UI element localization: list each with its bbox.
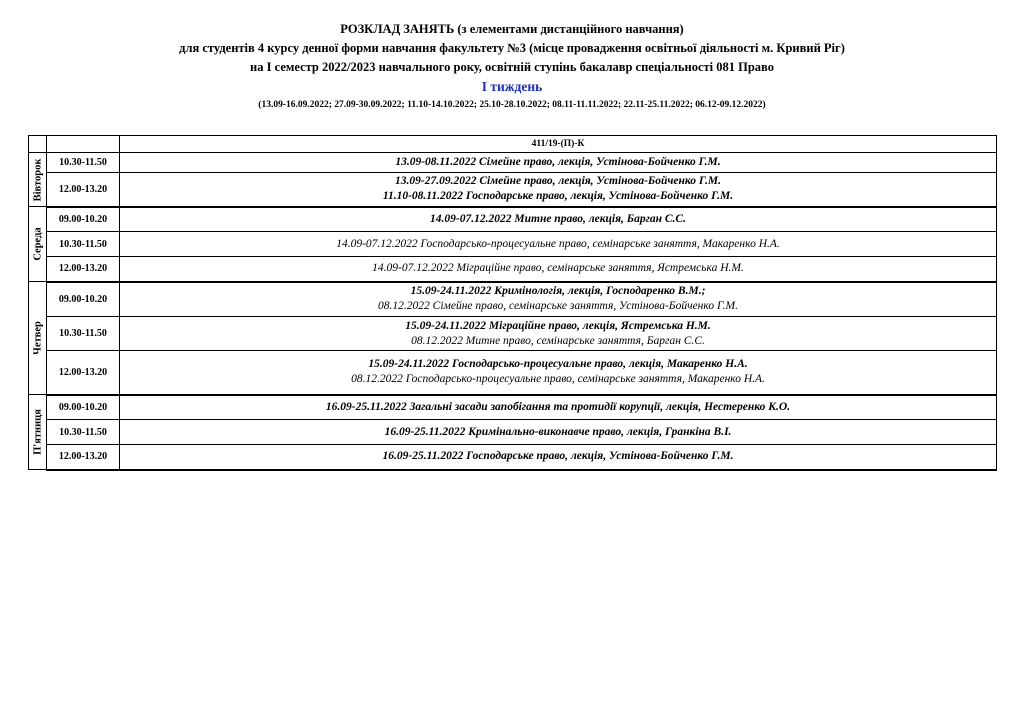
corner-cell-time	[47, 136, 120, 153]
subject-cell	[120, 173, 997, 207]
time-cell: 12.00-13.20	[47, 173, 120, 207]
day-label: Вівторок	[32, 158, 43, 201]
subject-cell	[120, 282, 997, 317]
subject-line: 16.09-25.11.2022 Кримінально-виконавче право, лекція, Гранкіна В.І.	[384, 425, 732, 438]
table-row	[29, 445, 997, 470]
day-label: П'ятниця	[32, 409, 43, 455]
table-row	[29, 173, 997, 207]
day-cell	[29, 207, 47, 282]
subject-cell	[120, 351, 997, 395]
subject-cell	[120, 395, 997, 420]
time-cell: 09.00-10.20	[47, 282, 120, 317]
table-row	[29, 257, 997, 282]
subject-cell	[120, 317, 997, 351]
day-label: Середа	[32, 227, 43, 261]
subject-line: 14.09-07.12.2022 Митне право, лекція, Барган С.С.	[430, 212, 686, 225]
subject-cell	[120, 207, 997, 232]
subject-line: 13.09-27.09.2022 Сімейне право, лекція, Устінова-Бойченко Г.М.	[395, 175, 721, 188]
table-row	[29, 395, 997, 420]
time-cell: 12.00-13.20	[47, 257, 120, 282]
subject-line: 08.12.2022 Господарсько-процесуальне право, семінарське заняття, Макаренко Н.А.	[351, 373, 765, 386]
time-cell: 12.00-13.20	[47, 351, 120, 395]
table-row	[29, 153, 997, 173]
subject-line: 16.09-25.11.2022 Загальні засади запобігання та протидії корупції, лекція, Нестеренко К.О.	[325, 400, 791, 413]
table-row	[29, 317, 997, 351]
day-cell	[29, 282, 47, 395]
subject-cell	[120, 420, 997, 445]
day-cell	[29, 395, 47, 470]
table-row	[29, 232, 997, 257]
subject-line: 11.10-08.11.2022 Господарське право, лекція, Устінова-Бойченко Г.М.	[382, 190, 734, 203]
subject-cell	[120, 232, 997, 257]
week-label: І тиждень	[481, 79, 543, 94]
title-line: РОЗКЛАД ЗАНЯТЬ (з елементами дистанційного навчання)	[340, 22, 684, 36]
table-row	[29, 207, 997, 232]
day-label: Четвер	[32, 321, 43, 355]
subject-line: 13.09-08.11.2022 Сімейне право, лекція, Устінова-Бойченко Г.М.	[395, 156, 721, 168]
table-row	[29, 420, 997, 445]
time-cell: 10.30-11.50	[47, 317, 120, 351]
subject-cell	[120, 257, 997, 282]
time-cell: 09.00-10.20	[47, 207, 120, 232]
subject-line: 15.09-24.11.2022 Міграційне право, лекція, Ястремська Н.М.	[405, 319, 711, 332]
table-row	[29, 282, 997, 317]
subject-cell	[120, 153, 997, 173]
subject-line: 14.09-07.12.2022 Господарсько-процесуальне право, семінарське заняття, Макаренко Н.А.	[336, 237, 780, 250]
time-cell: 10.30-11.50	[47, 153, 120, 173]
schedule-table	[28, 135, 997, 471]
week-dates: (13.09-16.09.2022; 27.09-30.09.2022; 11.10-14.10.2022; 25.10-28.10.2022; 08.11-11.11.2022; 22.11-25.11.2022; 06.12-09.12.2022)	[258, 100, 766, 110]
time-cell: 12.00-13.20	[47, 445, 120, 470]
group-name: 411/19-(П)-К	[120, 136, 997, 153]
subject-line: 08.12.2022 Сімейне право, семінарське заняття, Устінова-Бойченко Г.М.	[378, 300, 738, 313]
schedule-body	[29, 136, 997, 470]
subject-line: 15.09-24.11.2022 Кримінологія, лекція, Господаренко В.М.;	[410, 285, 706, 298]
subject-line: 14.09-07.12.2022 Міграційне право, семінарське заняття, Ястремська Н.М.	[372, 262, 744, 275]
table-row	[29, 351, 997, 395]
time-cell: 10.30-11.50	[47, 420, 120, 445]
time-cell: 10.30-11.50	[47, 232, 120, 257]
corner-cell	[29, 136, 47, 153]
subject-line: 08.12.2022 Митне право, семінарське заняття, Барган С.С.	[411, 334, 705, 347]
subtitle-line-semester: на І семестр 2022/2023 навчального року, освітній ступінь бакалавр спеціальності 081 Право	[250, 60, 774, 74]
subject-line: 16.09-25.11.2022 Господарське право, лекція, Устінова-Бойченко Г.М.	[382, 450, 734, 463]
group-header-row	[29, 136, 997, 153]
document-header	[0, 0, 1024, 112]
time-cell: 09.00-10.20	[47, 395, 120, 420]
subject-line: 15.09-24.11.2022 Господарсько-процесуальне право, лекція, Макаренко Н.А.	[368, 358, 748, 371]
subject-cell	[120, 445, 997, 470]
subtitle-line-students: для студентів 4 курсу денної форми навчання факультету №3 (місце провадження освітньої діяльності м. Кривий Ріг)	[179, 41, 845, 55]
day-cell	[29, 153, 47, 207]
